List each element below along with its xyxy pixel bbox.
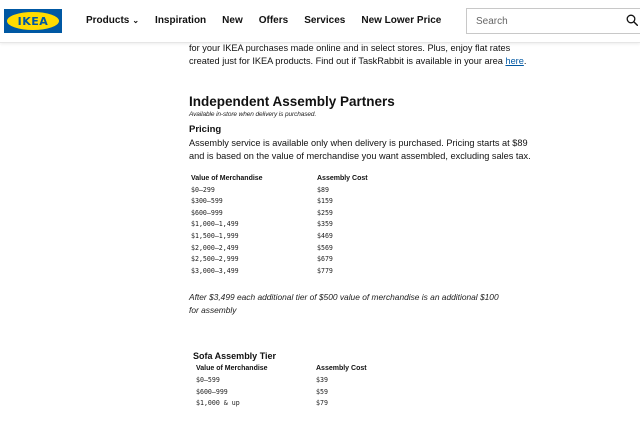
additional-tier-note — [189, 291, 549, 316]
column-header: Value of Merchandise — [191, 175, 263, 182]
assembly-cost-cell: $569 — [317, 243, 333, 252]
assembly-cost-cell: $359 — [317, 220, 333, 229]
assembly-cost-cell: $89 — [317, 185, 329, 194]
merchandise-value-cell: $0–299 — [191, 185, 215, 194]
table-row — [191, 243, 368, 255]
pricing-line-1: Assembly service is available only when delivery is purchased. Pricing starts at $89 — [189, 138, 528, 148]
intro-line-2-text: created just for IKEA products. Find out if TaskRabbit is available in your area — [189, 56, 506, 66]
table-row — [191, 266, 368, 278]
nav-offers[interactable]: Offers — [258, 15, 289, 26]
assembly-cost-cell: $469 — [317, 231, 333, 240]
table-row — [191, 208, 368, 220]
note-line-2: for assembly — [189, 304, 237, 315]
taskrabbit-here-link[interactable]: here — [505, 56, 524, 66]
assembly-cost-cell: $59 — [316, 387, 328, 396]
note-line-1: After $3,499 each additional tier of $500 value of merchandise is an additional $100 — [189, 292, 499, 302]
table-header-row — [191, 173, 368, 185]
table-row — [191, 185, 368, 197]
sofa-tier-heading: Sofa Assembly Tier — [193, 351, 277, 361]
table-header-row — [196, 363, 367, 375]
section-title-partners: Independent Assembly Partners — [189, 94, 395, 109]
assembly-cost-cell: $159 — [317, 197, 333, 206]
table-row — [191, 196, 368, 208]
column-header: Assembly Cost — [316, 365, 367, 372]
nav-products-label: Products — [86, 15, 130, 26]
table-row — [191, 231, 368, 243]
merchandise-value-cell: $1,000–1,499 — [191, 220, 239, 229]
intro-line-2-end: . — [523, 56, 527, 66]
chevron-down-icon: ⌄ — [132, 16, 140, 25]
merchandise-value-cell: $1,000 & up — [196, 399, 240, 408]
section-subtitle: Available in-store when delivery is purchased. — [189, 111, 317, 118]
pricing-line-2: and is based on the value of merchandise you want assembled, excluding sales tax. — [189, 151, 531, 161]
table-row — [196, 398, 367, 410]
assembly-cost-cell: $679 — [317, 255, 333, 264]
assembly-cost-cell: $259 — [317, 208, 333, 217]
merchandise-value-cell: $600–999 — [191, 208, 223, 217]
merchandise-value-cell: $2,000–2,499 — [191, 243, 239, 252]
assembly-cost-cell: $39 — [316, 375, 328, 384]
logo-text: IKEA — [17, 14, 49, 28]
merchandise-value-cell: $300–599 — [191, 197, 223, 206]
table-row — [196, 387, 367, 399]
column-header: Value of Merchandise — [196, 365, 268, 372]
merchandise-value-cell: $600–999 — [196, 387, 228, 396]
assembly-pricing-table — [191, 173, 368, 277]
sofa-pricing-table — [196, 363, 367, 410]
table-row — [191, 219, 368, 231]
column-header: Assembly Cost — [317, 175, 368, 182]
merchandise-value-cell: $1,500–1,999 — [191, 231, 239, 240]
merchandise-value-cell: $0–599 — [196, 375, 220, 384]
merchandise-value-cell: $2,500–2,999 — [191, 255, 239, 264]
merchandise-value-cell: $3,000–3,499 — [191, 266, 239, 275]
table-row — [191, 254, 368, 266]
assembly-cost-cell: $779 — [317, 266, 333, 275]
nav-new-lower-price[interactable]: New Lower Price — [361, 15, 442, 26]
table-row — [196, 375, 367, 387]
nav-new[interactable]: New — [222, 15, 243, 26]
nav-services[interactable]: Services — [304, 15, 346, 26]
pricing-heading: Pricing — [189, 124, 222, 135]
assembly-cost-cell: $79 — [316, 399, 328, 408]
intro-line-1: for your IKEA purchases made online and in select stores. Plus, enjoy flat rates — [189, 43, 511, 53]
intro-line-2 — [189, 55, 569, 68]
nav-inspiration[interactable]: Inspiration — [155, 15, 207, 26]
